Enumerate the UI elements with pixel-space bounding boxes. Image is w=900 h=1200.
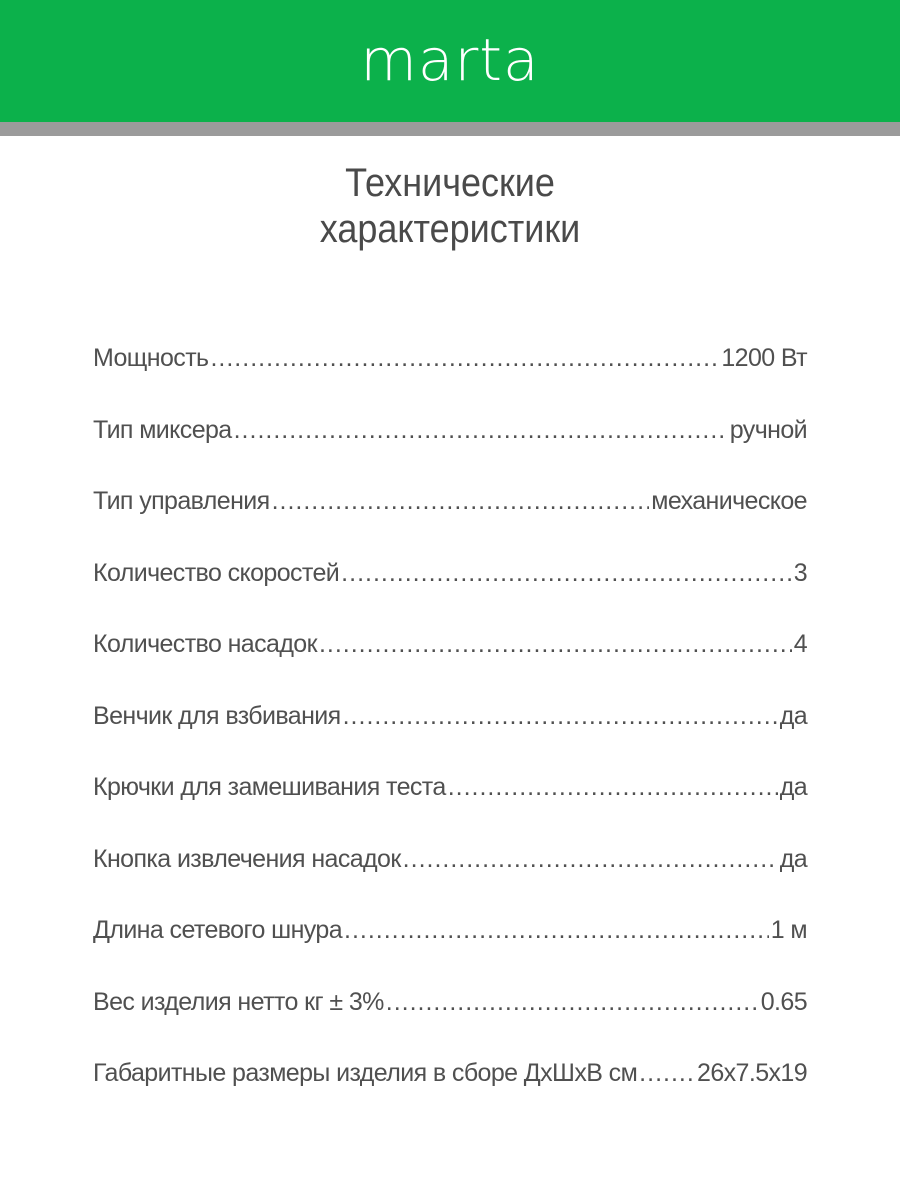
spec-value: механическое <box>651 487 807 515</box>
dot-leader <box>343 696 778 736</box>
spec-list <box>93 338 807 1125</box>
dot-leader <box>210 338 719 378</box>
dot-leader <box>272 481 650 521</box>
spec-label: Венчик для взбивания <box>93 701 341 730</box>
spec-value: 1 м <box>770 916 807 944</box>
spec-value: 4 <box>793 630 807 658</box>
spec-label: Количество насадок <box>93 630 317 658</box>
spec-row-cord-length <box>93 910 807 982</box>
spec-value: 26x7.5x19 <box>697 1059 807 1087</box>
spec-row-eject-button <box>93 839 807 911</box>
spec-value: да <box>779 844 807 873</box>
spec-label: Вес изделия нетто кг ± 3% <box>93 987 384 1016</box>
spec-label: Длина сетевого шнура <box>93 916 342 944</box>
spec-label: Крючки для замешивания теста <box>93 773 446 801</box>
dot-leader <box>448 767 778 807</box>
brand-header <box>0 0 900 122</box>
spec-row-attachment-count <box>93 624 807 696</box>
spec-row-dimensions <box>93 1053 807 1125</box>
dot-leader <box>234 410 728 450</box>
spec-label: Тип управления <box>93 487 270 515</box>
dot-leader <box>639 1053 695 1093</box>
spec-label: Кнопка извлечения насадок <box>93 844 401 873</box>
spec-row-control-type <box>93 481 807 553</box>
spec-value: 0.65 <box>760 987 807 1016</box>
spec-row-net-weight <box>93 982 807 1054</box>
spec-row-mixer-type <box>93 410 807 482</box>
spec-row-dough-hooks <box>93 767 807 839</box>
dot-leader <box>319 624 792 664</box>
page-title-line-1: Технические <box>345 161 555 205</box>
header-divider-stripe <box>0 122 900 136</box>
spec-row-speed-count <box>93 553 807 625</box>
page-title-line-2: характеристики <box>319 207 581 251</box>
dot-leader <box>386 982 759 1022</box>
page-title <box>45 160 855 252</box>
spec-value: 1200 Вт <box>721 344 807 372</box>
spec-value: да <box>779 701 807 730</box>
spec-label: Количество скоростей <box>93 558 340 587</box>
dot-leader <box>403 839 778 879</box>
dot-leader <box>344 910 769 950</box>
spec-value: ручной <box>729 415 807 444</box>
spec-label: Габаритные размеры изделия в сборе ДхШхВ см <box>93 1059 638 1087</box>
spec-value: 3 <box>793 558 807 587</box>
dot-leader <box>341 553 792 593</box>
spec-label: Мощность <box>93 344 209 372</box>
marta-logo: marta <box>360 26 540 94</box>
spec-value: да <box>779 773 807 801</box>
spec-row-power <box>93 338 807 410</box>
spec-label: Тип миксера <box>93 415 232 444</box>
spec-row-whisk <box>93 696 807 768</box>
